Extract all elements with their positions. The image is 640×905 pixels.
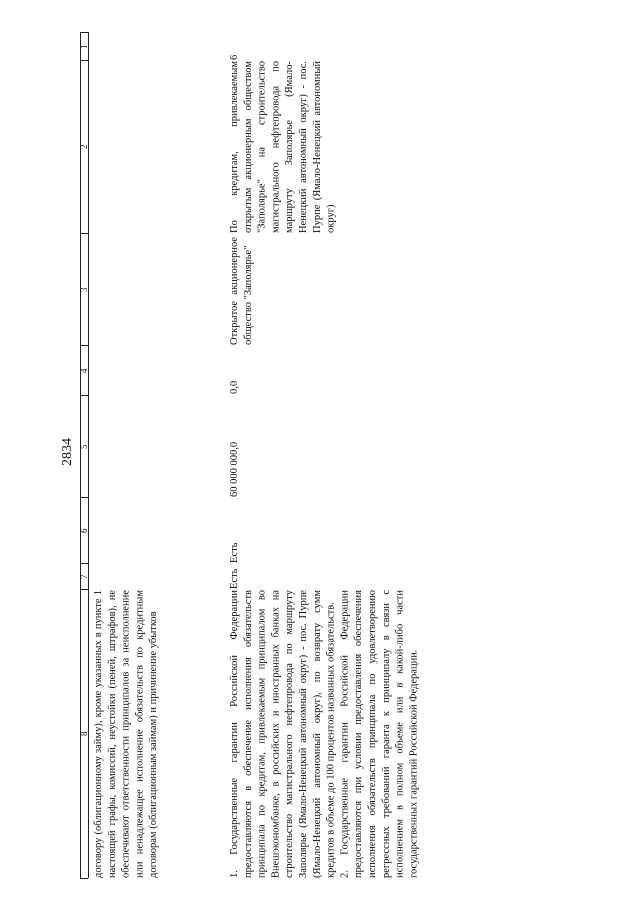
condition-2: 2. Государственные гарантии Российской Федерации предоставляются при условии предоставления обеспечения исполнения обязательств принципала по удовлетворению регрессных требований гаранта к принципалу в связи с исполнением в полном объеме или в какой-либо части государственных гарантий Российской Федерации. (339, 590, 420, 878)
header-col-3: 3 (79, 287, 89, 292)
row-col5-value: 60 000 000,0 (229, 441, 240, 497)
table-border-bottom (80, 878, 88, 879)
header-col-7: 7 (79, 574, 89, 579)
header-col-5: 5 (79, 444, 89, 449)
condition-1: 1. Государственные гарантии Российской Федерации предоставляются в обеспечение исполнения обязательств принципала по кредитам, привлекаемым принципалом во Внешэкономбанке, в российских и иностранных банках на строительство магистрального нефтепровода по маршруту Заполярье (Ямало-Ненецкий автономный округ) - пос. Пурпе (Ямало-Ненецкий автономный округ), по возврату сумм кредитов в объеме до 100 процентов названных обязательств. (229, 590, 337, 878)
header-col-6: 6 (79, 528, 89, 533)
page-number: 2834 (60, 438, 75, 466)
continued-text: договору (облигационному займу), кроме указанных в пункте 1 настоящей графы, комиссий, неустойки (пеней, штрафов), не обеспечивают ответственности принципалов за неисполнение или ненадлежащее исполнение обязательств по кредитным договорам (облигационным займам) и причинение убытков (93, 590, 160, 878)
row-purpose: По кредитам, привлекаемым открытым акционерным обществом "Заполярье" на строительство магистрального нефтепровода по маршруту Заполярье (Ямало-Ненецкий автономный округ) - пос. Пурпе (Ямало-Ненецкий автономный округ) (229, 61, 337, 233)
row-principal: Открытое акционерное общество "Заполярье" (229, 237, 254, 345)
row-col4-value: 0,0 (229, 380, 240, 394)
row-conditions (228, 590, 604, 878)
header-col-2: 2 (79, 144, 89, 150)
row-col7-value: Есть (229, 568, 240, 589)
header-col-1: 1 (79, 44, 89, 49)
row-col6-value: Есть (229, 542, 240, 563)
header-col-8: 8 (79, 731, 89, 737)
header-col-4: 4 (79, 368, 89, 373)
row-number: 6 (229, 54, 240, 60)
header-row-divider (88, 32, 89, 878)
